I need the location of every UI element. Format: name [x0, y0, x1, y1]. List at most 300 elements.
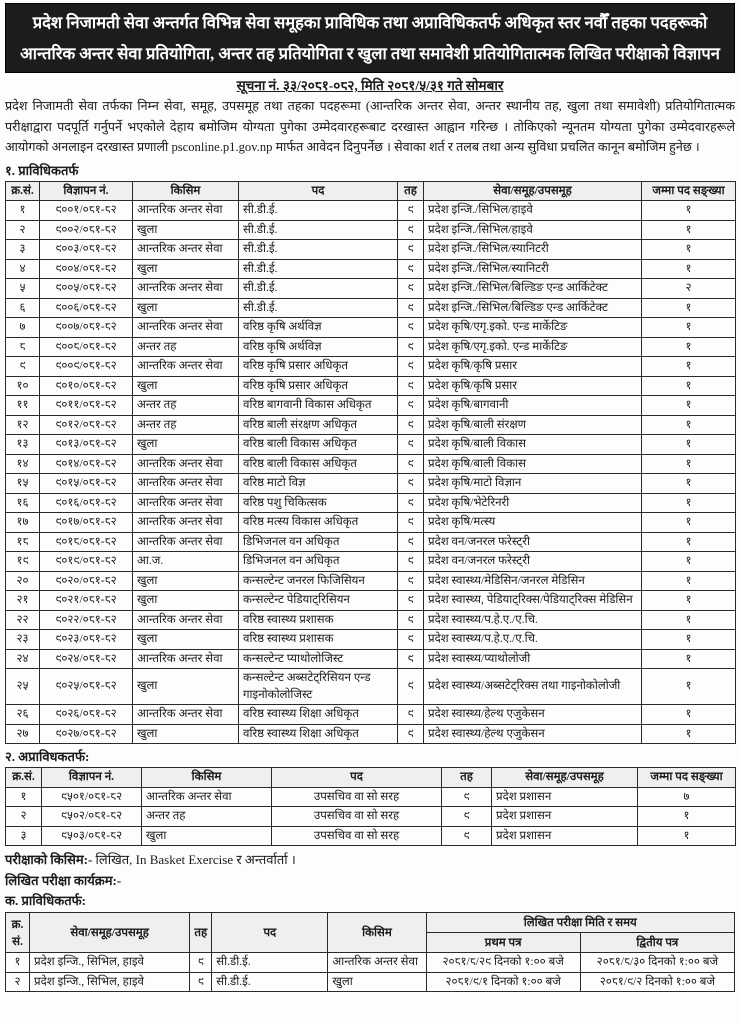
table-cell: १७	[6, 513, 40, 533]
table-cell: ९	[398, 357, 424, 377]
table-cell: २१	[6, 591, 40, 611]
table-cell: उपसचिव वा सो सरह	[272, 807, 442, 827]
table-cell: खुला	[133, 669, 239, 705]
table-cell: आन्तरिक अन्तर सेवा	[133, 493, 239, 513]
table-cell: २	[6, 807, 42, 827]
table-cell: ७	[6, 318, 40, 338]
table-cell: वरिष्ठ स्वास्थ्य प्रशासक	[239, 610, 398, 630]
table-cell: ९०२५/०८१-८२	[40, 669, 133, 705]
table-cell: आन्तरिक अन्तर सेवा	[133, 201, 239, 221]
table-cell: सी.डी.ई.	[212, 953, 328, 973]
table-row	[6, 669, 736, 705]
table-cell: ९	[398, 220, 424, 240]
column-header: किसिम	[328, 913, 426, 953]
column-header-group: लिखित परीक्षा मिति र समय	[426, 913, 734, 933]
table-row	[6, 513, 736, 533]
table-cell: ९	[442, 826, 492, 846]
table-cell: सी.डी.ई.	[239, 298, 398, 318]
table-row	[6, 972, 735, 992]
table-cell: उपसचिव वा सो सरह	[272, 826, 442, 846]
table-cell: १८	[6, 532, 40, 552]
table-cell: १	[642, 201, 736, 221]
table-cell: आन्तरिक अन्तर सेवा	[133, 705, 239, 725]
table-cell: १	[642, 493, 736, 513]
table-cell: खुला	[142, 826, 272, 846]
table-cell: वरिष्ठ बाली विकास अधिकृत	[239, 454, 398, 474]
table-cell: प्रदेश स्वास्थ्य/प्याथोलोजी	[424, 649, 642, 669]
table-row	[6, 474, 736, 494]
column-header: क्र.सं.	[6, 181, 40, 201]
column-header: किसिम	[133, 181, 239, 201]
intro-paragraph: प्रदेश निजामती सेवा तर्फका निम्न सेवा, समूह, उपसमूह तथा तहका पदहरूमा (आन्तरिक अन्तर सेवा, अन्तर स्थानीय तह, खुला तथा समावेशी) प्रतियोगितात्मक परीक्षाद्वारा पदपूर्ति गर्नुपर्ने भएकोले देहाय बमोजिम योग्यता पुगेका उम्मेदवारहरूबाट दरखास्त आह्वान गरिन्छ । तोकिएको न्यूनतम योग्यता पुगेका उम्मेदवारहरूले आयोगको अनलाइन दरखास्त प्रणाली psconline.p1.gov.np मार्फत आवेदन दिनुपर्नेछ । सेवाका शर्त र तलब तथा अन्य सुविधा प्रचलित कानून बमोजिम हुनेछ ।	[5, 99, 735, 154]
table-cell: ९	[398, 318, 424, 338]
table-row	[6, 259, 736, 279]
table-cell: ९	[398, 630, 424, 650]
table-cell: कन्सल्टेन्ट पेडियाट्रिसियन	[239, 591, 398, 611]
table-cell: वरिष्ठ कृषि प्रसार अधिकृत	[239, 357, 398, 377]
section1-heading: १. प्राविधिकतर्फ	[5, 162, 79, 178]
table-row	[6, 705, 736, 725]
nontechnical-vacancy-table	[5, 767, 736, 846]
table-cell: १	[642, 376, 736, 396]
table-cell: ३	[6, 826, 42, 846]
nontechnical-table-header	[6, 768, 736, 788]
column-header: तह	[398, 181, 424, 201]
table-cell: ९	[398, 240, 424, 260]
table-cell: ९	[398, 201, 424, 221]
table-cell: उपसचिव वा सो सरह	[272, 787, 442, 807]
table-row	[6, 376, 736, 396]
table-row	[6, 724, 736, 744]
table-cell: वरिष्ठ बाली संरक्षण अधिकृत	[239, 415, 398, 435]
table-cell: डिभिजनल वन अधिकृत	[239, 552, 398, 572]
table-cell: ९००३/०८१-८२	[40, 240, 133, 260]
table-cell: प्रदेश कृषि/कृषि प्रसार	[424, 357, 642, 377]
table-row	[6, 591, 736, 611]
table-cell: सी.डी.ई.	[212, 972, 328, 992]
column-header: द्वितीय पत्र	[580, 933, 734, 953]
table-cell: ९००५/०८१-८२	[40, 279, 133, 299]
table-cell: प्रदेश स्वास्थ्य/प.हे.ए./ए.चि.	[424, 610, 642, 630]
table-cell: १	[638, 807, 736, 827]
table-cell: खुला	[133, 591, 239, 611]
table-cell: प्रदेश स्वास्थ्य, पेडियाट्रिक्स/पेडियाट्रिक्स मेडिसिन	[424, 591, 642, 611]
table-cell: आन्तरिक अन्तर सेवा	[328, 953, 426, 973]
column-header: जम्मा पद सङ्ख्या	[642, 181, 736, 201]
table-cell: अन्तर तह	[133, 415, 239, 435]
column-header: विज्ञापन नं.	[40, 181, 133, 201]
table-cell: १	[642, 591, 736, 611]
table-cell: प्रदेश इन्जि., सिभिल, हाइवे	[30, 953, 190, 973]
table-cell: ९	[190, 972, 212, 992]
table-cell: प्रदेश कृषि/कृषि प्रसार	[424, 376, 642, 396]
table-cell: अन्तर तह	[142, 807, 272, 827]
table-cell: ९०१२/०८१-८२	[40, 415, 133, 435]
schedule-sub-heading: क. प्राविधिकतर्फ:	[5, 893, 86, 908]
table-cell: ९	[398, 705, 424, 725]
table-cell: ९०२१/०८१-८२	[40, 591, 133, 611]
table-cell: प्रदेश कृषि/मत्स्य	[424, 513, 642, 533]
table-cell: प्रदेश वन/जनरल फरेस्ट्री	[424, 532, 642, 552]
table-cell: खुला	[133, 298, 239, 318]
table-cell: आन्तरिक अन्तर सेवा	[133, 532, 239, 552]
table-cell: प्रदेश इन्जि./सिभिल/बिल्डिङ एन्ड आर्किटेक्ट	[424, 279, 642, 299]
table-row	[6, 435, 736, 455]
table-cell: १	[642, 396, 736, 416]
column-header: विज्ञापन नं.	[42, 768, 142, 788]
notice-number-line: सूचना नं. ३३/२०८१-०८२, मिति २०८१/५/३१ गते सोमबार	[236, 78, 504, 93]
table-cell: कन्सल्टेन्ट अब्सटेट्रिसियन एन्ड गाइनोकोलोजिस्ट	[239, 669, 398, 705]
table-cell: ९५०१/०८१-८२	[42, 787, 142, 807]
table-cell: खुला	[133, 435, 239, 455]
table-row	[6, 493, 736, 513]
table-cell: वरिष्ठ माटो विज्ञ	[239, 474, 398, 494]
table-cell: सी.डी.ई.	[239, 259, 398, 279]
table-row	[6, 807, 736, 827]
table-cell: आन्तरिक अन्तर सेवा	[142, 787, 272, 807]
table-row	[6, 953, 735, 973]
table-cell: प्रदेश इन्जि./सिभिल/हाइवे	[424, 220, 642, 240]
table-cell: वरिष्ठ पशु चिकित्सक	[239, 493, 398, 513]
table-cell: आन्तरिक अन्तर सेवा	[133, 454, 239, 474]
table-cell: प्रदेश कृषि/बाली विकास	[424, 454, 642, 474]
table-cell: वरिष्ठ बाली विकास अधिकृत	[239, 435, 398, 455]
table-cell: ९०१०/०८१-८२	[40, 376, 133, 396]
table-cell: ९००९/०८१-८२	[40, 357, 133, 377]
table-cell: आन्तरिक अन्तर सेवा	[133, 357, 239, 377]
table-cell: ८	[6, 337, 40, 357]
table-cell: ९००८/०८१-८२	[40, 337, 133, 357]
table-cell: १	[642, 513, 736, 533]
table-cell: प्रदेश स्वास्थ्य/हेल्थ एजुकेसन	[424, 724, 642, 744]
table-cell: २७	[6, 724, 40, 744]
schedule-heading: लिखित परीक्षा कार्यक्रम:-	[5, 873, 122, 888]
table-cell: आन्तरिक अन्तर सेवा	[133, 318, 239, 338]
table-cell: २०	[6, 571, 40, 591]
technical-table-body	[6, 201, 736, 744]
table-cell: प्रदेश कृषि/एगृ.इको. एन्ड मार्केटिङ	[424, 318, 642, 338]
table-cell: १	[642, 610, 736, 630]
table-cell: २६	[6, 705, 40, 725]
table-cell: ९००४/०८१-८२	[40, 259, 133, 279]
table-cell: आ.ज.	[133, 552, 239, 572]
table-cell: १	[642, 357, 736, 377]
table-cell: खुला	[133, 571, 239, 591]
table-cell: ९०२४/०८१-८२	[40, 649, 133, 669]
table-cell: ९	[398, 396, 424, 416]
table-cell: २३	[6, 630, 40, 650]
table-row	[6, 318, 736, 338]
table-cell: ९००१/०८१-८२	[40, 201, 133, 221]
column-header: पद	[212, 913, 328, 953]
table-row	[6, 571, 736, 591]
table-cell: सी.डी.ई.	[239, 240, 398, 260]
table-cell: ९	[398, 552, 424, 572]
table-cell: १	[642, 705, 736, 725]
table-row	[6, 552, 736, 572]
column-header: सेवा/समूह/उपसमूह	[424, 181, 642, 201]
table-cell: प्रदेश कृषि/भेटेरिनरी	[424, 493, 642, 513]
technical-vacancy-table	[5, 181, 736, 745]
column-header: जम्मा पद सङ्ख्या	[638, 768, 736, 788]
table-cell: ९	[398, 669, 424, 705]
table-cell: ९०१७/०८१-८२	[40, 513, 133, 533]
table-cell: प्रदेश कृषि/बाली संरक्षण	[424, 415, 642, 435]
table-cell: प्रदेश स्वास्थ्य/मेडिसिन/जनरल मेडिसिन	[424, 571, 642, 591]
table-cell: ९	[398, 474, 424, 494]
table-cell: ९०१३/०८१-८२	[40, 435, 133, 455]
table-cell: ९०२०/०८१-८२	[40, 571, 133, 591]
table-cell: ९०१५/०८१-८२	[40, 474, 133, 494]
table-cell: १	[642, 532, 736, 552]
table-cell: खुला	[133, 376, 239, 396]
table-cell: ९	[398, 571, 424, 591]
table-cell: अन्तर तह	[133, 337, 239, 357]
table-row	[6, 279, 736, 299]
table-cell: २५	[6, 669, 40, 705]
table-cell: प्रदेश कृषि/एगृ.इको. एन्ड मार्केटिङ	[424, 337, 642, 357]
table-row	[6, 787, 736, 807]
table-cell: वरिष्ठ कृषि अर्थविज्ञ	[239, 318, 398, 338]
table-row	[6, 415, 736, 435]
table-cell: वरिष्ठ कृषि अर्थविज्ञ	[239, 337, 398, 357]
column-header: सेवा/समूह/उपसमूह	[30, 913, 190, 953]
table-cell: १२	[6, 415, 40, 435]
table-cell: २	[6, 220, 40, 240]
table-cell: ९	[398, 532, 424, 552]
table-cell: वरिष्ठ स्वास्थ्य प्रशासक	[239, 630, 398, 650]
sn-header-line2: सं.	[12, 934, 23, 948]
table-cell: १४	[6, 454, 40, 474]
exam-type-text: लिखित, In Basket Exercise र अन्तर्वार्ता ।	[92, 852, 296, 867]
table-cell: १	[642, 415, 736, 435]
table-cell: सी.डी.ई.	[239, 201, 398, 221]
table-cell: २	[642, 279, 736, 299]
table-cell: प्रदेश कृषि/माटो विज्ञान	[424, 474, 642, 494]
table-cell: १	[6, 953, 30, 973]
table-cell: १	[642, 240, 736, 260]
table-row	[6, 396, 736, 416]
table-cell: प्रदेश प्रशासन	[492, 826, 638, 846]
table-cell: प्रदेश स्वास्थ्य/हेल्थ एजुकेसन	[424, 705, 642, 725]
table-cell: १	[642, 649, 736, 669]
table-cell: आन्तरिक अन्तर सेवा	[133, 649, 239, 669]
table-cell: ९००२/०८१-८२	[40, 220, 133, 240]
table-cell: ९	[398, 337, 424, 357]
table-cell: ९	[6, 357, 40, 377]
table-cell: १	[6, 787, 42, 807]
table-cell: ९०२२/०८१-८२	[40, 610, 133, 630]
column-header: तह	[190, 913, 212, 953]
column-header: प्रथम पत्र	[426, 933, 580, 953]
table-row	[6, 610, 736, 630]
table-cell: ९०१९/०८१-८२	[40, 552, 133, 572]
table-cell: १६	[6, 493, 40, 513]
table-row	[6, 298, 736, 318]
table-row	[6, 337, 736, 357]
table-cell: आन्तरिक अन्तर सेवा	[133, 513, 239, 533]
table-cell: १	[642, 337, 736, 357]
table-cell: ७	[638, 787, 736, 807]
table-cell: १	[642, 259, 736, 279]
table-cell: ९०२३/०८१-८२	[40, 630, 133, 650]
table-cell: २०८१/९/२ दिनको १:०० बजे	[580, 972, 734, 992]
table-row	[6, 826, 736, 846]
table-cell: ९	[398, 435, 424, 455]
table-cell: ९	[190, 953, 212, 973]
table-cell: प्रदेश इन्जि./सिभिल/स्यानिटरी	[424, 240, 642, 260]
table-cell: ९	[398, 591, 424, 611]
table-cell: ९	[398, 298, 424, 318]
table-cell: वरिष्ठ बागवानी विकास अधिकृत	[239, 396, 398, 416]
table-cell: वरिष्ठ मत्स्य विकास अधिकृत	[239, 513, 398, 533]
table-cell: ५	[6, 279, 40, 299]
column-header: तह	[442, 768, 492, 788]
table-cell: १	[642, 220, 736, 240]
table-cell: खुला	[133, 220, 239, 240]
table-cell: १	[642, 474, 736, 494]
table-cell: ९	[398, 279, 424, 299]
table-row	[6, 630, 736, 650]
table-row	[6, 649, 736, 669]
table-row	[6, 220, 736, 240]
column-header: किसिम	[142, 768, 272, 788]
table-cell: ९०१८/०८१-८२	[40, 532, 133, 552]
title-line-1: प्रदेश निजामती सेवा अन्तर्गत विभिन्न सेवा समूहका प्राविधिक तथा अप्राविधिकतर्फ अधिकृत स्तर नवौँ तहका पदहरूको	[32, 13, 708, 32]
nontechnical-table-body	[6, 787, 736, 846]
table-cell: आन्तरिक अन्तर सेवा	[133, 610, 239, 630]
schedule-table-body	[6, 953, 735, 992]
table-cell: ९	[398, 415, 424, 435]
table-cell: ४	[6, 259, 40, 279]
table-cell: खुला	[133, 724, 239, 744]
table-row	[6, 201, 736, 221]
table-cell: ९०२६/०८१-८२	[40, 705, 133, 725]
table-cell: ९००७/०८१-८२	[40, 318, 133, 338]
table-cell: ९०२७/०८१-८२	[40, 724, 133, 744]
table-row	[6, 454, 736, 474]
table-cell: ९	[442, 807, 492, 827]
table-cell: सी.डी.ई.	[239, 279, 398, 299]
table-cell: ९	[398, 493, 424, 513]
table-cell: प्रदेश इन्जि./सिभिल/हाइवे	[424, 201, 642, 221]
table-cell: ९	[398, 376, 424, 396]
sn-header-line1: क्र.	[11, 917, 24, 931]
technical-table-header	[6, 181, 736, 201]
table-cell: अन्तर तह	[133, 396, 239, 416]
table-cell: ९५०३/०८१-८२	[42, 826, 142, 846]
table-cell: २०८१/८/२९ दिनको १:०० बजे	[426, 953, 580, 973]
table-cell: १	[642, 298, 736, 318]
table-cell: ९०१६/०८१-८२	[40, 493, 133, 513]
table-cell: सी.डी.ई.	[239, 220, 398, 240]
table-cell: १	[642, 552, 736, 572]
exam-type-label: परीक्षाको किसिम:-	[5, 852, 93, 867]
table-cell: २२	[6, 610, 40, 630]
table-cell: १	[642, 318, 736, 338]
table-cell: वरिष्ठ कृषि प्रसार अधिकृत	[239, 376, 398, 396]
table-cell: प्रदेश स्वास्थ्य/प.हे.ए./ए.चि.	[424, 630, 642, 650]
table-cell: १	[642, 669, 736, 705]
title-line-2: आन्तरिक अन्तर सेवा प्रतियोगिता, अन्तर तह प्रतियोगिता र खुला तथा समावेशी प्रतियोगितात्मक लिखित परीक्षाको विज्ञापन	[20, 44, 720, 63]
table-cell: १	[642, 454, 736, 474]
table-cell: १०	[6, 376, 40, 396]
table-cell: डिभिजनल वन अधिकृत	[239, 532, 398, 552]
table-cell: ९	[398, 513, 424, 533]
table-cell: १	[6, 201, 40, 221]
schedule-table-header	[6, 913, 735, 953]
column-header: पद	[239, 181, 398, 201]
title-banner	[5, 3, 735, 73]
table-cell: २४	[6, 649, 40, 669]
section2-heading: २. अप्राविधकतर्फ:	[5, 749, 90, 764]
exam-schedule-table	[5, 912, 735, 992]
table-cell: आन्तरिक अन्तर सेवा	[133, 474, 239, 494]
table-cell: १	[642, 435, 736, 455]
table-cell: ११	[6, 396, 40, 416]
table-cell: प्रदेश प्रशासन	[492, 807, 638, 827]
table-cell: ६	[6, 298, 40, 318]
exam-type-line	[5, 850, 735, 868]
table-cell: ९०१४/०८१-८२	[40, 454, 133, 474]
table-cell: प्रदेश कृषि/बागवानी	[424, 396, 642, 416]
table-cell: ३	[6, 240, 40, 260]
table-cell: ९	[398, 610, 424, 630]
table-cell: खुला	[328, 972, 426, 992]
table-cell: प्रदेश प्रशासन	[492, 787, 638, 807]
table-cell: २	[6, 972, 30, 992]
table-cell: ९०११/०८१-८२	[40, 396, 133, 416]
table-cell: प्रदेश वन/जनरल फरेस्ट्री	[424, 552, 642, 572]
table-cell: १३	[6, 435, 40, 455]
table-row	[6, 532, 736, 552]
table-cell: ९	[398, 724, 424, 744]
table-cell: कन्सल्टेन्ट जनरल फिजिसियन	[239, 571, 398, 591]
table-cell: ९५०२/०८१-८२	[42, 807, 142, 827]
table-cell: प्रदेश इन्जि./सिभिल/बिल्डिङ एन्ड आर्किटेक्ट	[424, 298, 642, 318]
table-cell: प्रदेश कृषि/बाली विकास	[424, 435, 642, 455]
table-cell: वरिष्ठ स्वास्थ्य शिक्षा अधिकृत	[239, 724, 398, 744]
column-header: सेवा/समूह/उपसमूह	[492, 768, 638, 788]
table-cell: प्रदेश इन्जि./सिभिल/स्यानिटरी	[424, 259, 642, 279]
column-header	[6, 913, 30, 953]
table-cell: १	[642, 724, 736, 744]
table-cell: वरिष्ठ स्वास्थ्य शिक्षा अधिकृत	[239, 705, 398, 725]
table-cell: प्रदेश स्वास्थ्य/अब्सटेट्रिक्स तथा गाइनोकोलोजी	[424, 669, 642, 705]
table-cell: १	[642, 630, 736, 650]
table-row	[6, 240, 736, 260]
table-cell: १	[638, 826, 736, 846]
table-cell: आन्तरिक अन्तर सेवा	[133, 240, 239, 260]
table-cell: ९	[442, 787, 492, 807]
column-header: क्र.सं.	[6, 768, 42, 788]
table-cell: आन्तरिक अन्तर सेवा	[133, 279, 239, 299]
table-cell: प्रदेश इन्जि., सिभिल, हाइवे	[30, 972, 190, 992]
table-cell: १५	[6, 474, 40, 494]
table-cell: ९	[398, 259, 424, 279]
table-cell: ९	[398, 454, 424, 474]
table-cell: कन्सल्टेन्ट प्याथोलोजिस्ट	[239, 649, 398, 669]
table-cell: खुला	[133, 630, 239, 650]
table-cell: खुला	[133, 259, 239, 279]
table-cell: २०८१/८/३० दिनको १:०० बजे	[580, 953, 734, 973]
table-cell: ९००६/०८१-८२	[40, 298, 133, 318]
table-cell: १९	[6, 552, 40, 572]
table-cell: ९	[398, 649, 424, 669]
table-row	[6, 357, 736, 377]
table-cell: २०८१/९/१ दिनको १:०० बजे	[426, 972, 580, 992]
column-header: पद	[272, 768, 442, 788]
